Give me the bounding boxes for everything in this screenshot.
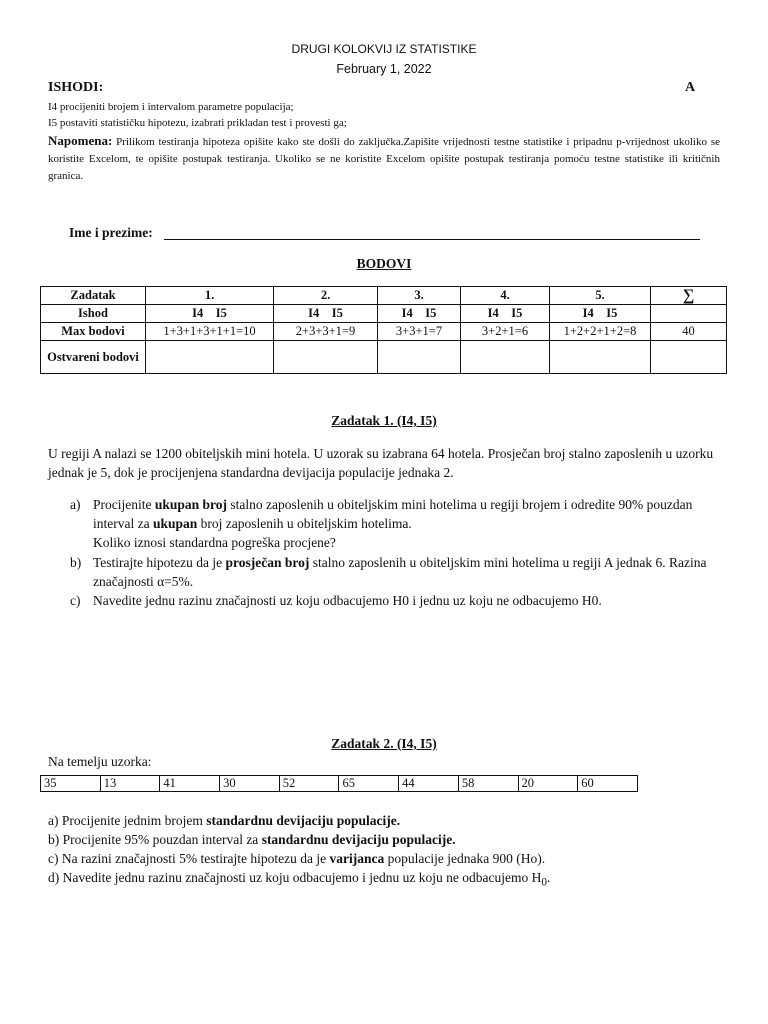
text-bold: prosječan broj [225,555,310,570]
score-cell[interactable] [461,341,550,374]
sample-table [40,775,638,792]
note-text: Prilikom testiranja hipoteza opišite kako ste došli do zaključka.Zapišite vrijednosti testne statistike i pripadnu p-vrijednost ukoliko se koristite Excelom, te opišite postupak testiranja. Ukoliko se ne koristite Excelom opišite postupak testiranja pomoću testne statistike ili kritičnih granica. [48,136,720,182]
table-cell: I4 I5 [274,305,378,323]
item-label: c) [70,593,81,608]
score-cell[interactable] [651,341,727,374]
task1-item-a [70,495,730,552]
task2-intro: Na temelju uzorka: [48,754,152,769]
sample-cell: 52 [279,776,339,792]
text-run: Koliko iznosi standardna pogreška procjene? [93,535,336,550]
item-label: b) [70,555,82,570]
table-cell [651,305,727,323]
task2-title: Zadatak 2. (I4, I5) [331,736,437,751]
table-row [41,287,727,305]
sample-cell: 35 [41,776,101,792]
exam-group: A [685,80,696,95]
table-cell: 2+3+3+1=9 [274,323,378,341]
text-bold: varijanca [329,851,385,866]
sample-cell: 60 [578,776,638,792]
item-text [70,495,730,552]
table-cell: 1. [146,287,274,305]
item-text [70,553,730,591]
text-run: . [546,870,551,885]
text-run: Testirajte hipotezu da je [93,555,226,570]
score-cell[interactable] [378,341,461,374]
table-cell: Max bodovi [41,323,146,341]
table-cell: 40 [651,323,727,341]
score-cell[interactable] [146,341,274,374]
sample-cell: 41 [160,776,220,792]
task2-item-a [48,811,728,830]
table-row [41,776,638,792]
outcome-i4: I4 procijeniti brojem i intervalom parametre populacija; [48,101,294,113]
task2-item-d [48,868,728,893]
sample-cell: 30 [220,776,280,792]
table-row [41,323,727,341]
task1-intro: U regiji A nalazi se 1200 obiteljskih mini hotela. U uzorak su izabrana 64 hotela. Prosječan broj stalno zaposlenih u uzorku jednak je 5, dok je procijenjena standardna devijacija populacije jednaka 2. [48,446,714,480]
text-run: d) Navedite jednu razinu značajnosti uz koju odbacujemo i jednu uz koju ne odbacujemo H [48,870,542,885]
table-cell: 1+2+2+1+2=8 [550,323,651,341]
table-cell: Zadatak [41,287,146,305]
exam-date: February 1, 2022 [336,62,432,76]
table-cell: I4 I5 [378,305,461,323]
exam-title: DRUGI KOLOKVIJ IZ STATISTIKE [291,42,477,56]
text-bold: standardnu devijaciju populacije. [261,832,456,847]
score-cell[interactable] [274,341,378,374]
text-run: broj zaposlenih u obiteljskim hotelima. [197,516,412,531]
sample-cell: 44 [399,776,459,792]
points-table [40,286,727,374]
table-cell: I4 I5 [550,305,651,323]
text-run: c) Na razini značajnosti 5% testirajte hipotezu da je [48,851,330,866]
item-text: Navedite jednu razinu značajnosti uz koju odbacujemo H0 i jednu uz koju ne odbacujemo H0. [93,593,602,608]
table-cell: 2. [274,287,378,305]
text-run: a) Procijenite jednim brojem [48,813,207,828]
table-cell: 5. [550,287,651,305]
note-label: Napomena: [48,133,113,148]
text-bold: ukupan broj [154,497,228,512]
text-run: stalno zaposlenih u obiteljskim mini hotelima u regiji brojem i odredite 90% pouzdan interval za [93,497,693,531]
sample-cell: 58 [458,776,518,792]
outcome-i5: I5 postaviti statističku hipotezu, izabrati prikladan test i provesti ga; [48,117,347,129]
table-row [41,305,727,323]
task2-item-c [48,849,728,868]
table-cell: I4 I5 [146,305,274,323]
outcomes-heading: ISHODI: [48,80,104,95]
text-run: b) Procijenite 95% pouzdan interval za [48,832,262,847]
note-paragraph [48,132,720,185]
table-cell: Ishod [41,305,146,323]
text-bold: standardnu devijaciju populacije. [206,813,401,828]
name-field-line[interactable] [164,239,700,240]
text-run: stalno zaposlenih u obiteljskim mini hotelima u regiji A jednak 6. Razina značajnosti α=5%. [93,555,707,589]
sum-symbol: ∑ [651,287,727,305]
task1-item-b [70,553,730,591]
sample-cell: 20 [518,776,578,792]
task1-item-c [70,591,730,610]
table-cell: Ostvareni bodovi [41,341,146,374]
table-row [41,341,727,374]
text-run: Procijenite [93,497,155,512]
table-cell: 3+3+1=7 [378,323,461,341]
points-heading: BODOVI [356,256,412,271]
sample-cell: 13 [100,776,160,792]
name-label: Ime i prezime: [69,225,153,240]
table-cell: 4. [461,287,550,305]
subscript: 0 [541,876,547,889]
table-cell: 3. [378,287,461,305]
table-cell: I4 I5 [461,305,550,323]
task1-title: Zadatak 1. (I4, I5) [331,413,437,428]
score-cell[interactable] [550,341,651,374]
sample-cell: 65 [339,776,399,792]
item-label: a) [70,497,81,512]
text-run: populacije jednaka 900 (Ho). [384,851,546,866]
table-cell: 3+2+1=6 [461,323,550,341]
task2-item-b [48,830,728,849]
text-bold: ukupan [152,516,198,531]
table-cell: 1+3+1+3+1+1=10 [146,323,274,341]
